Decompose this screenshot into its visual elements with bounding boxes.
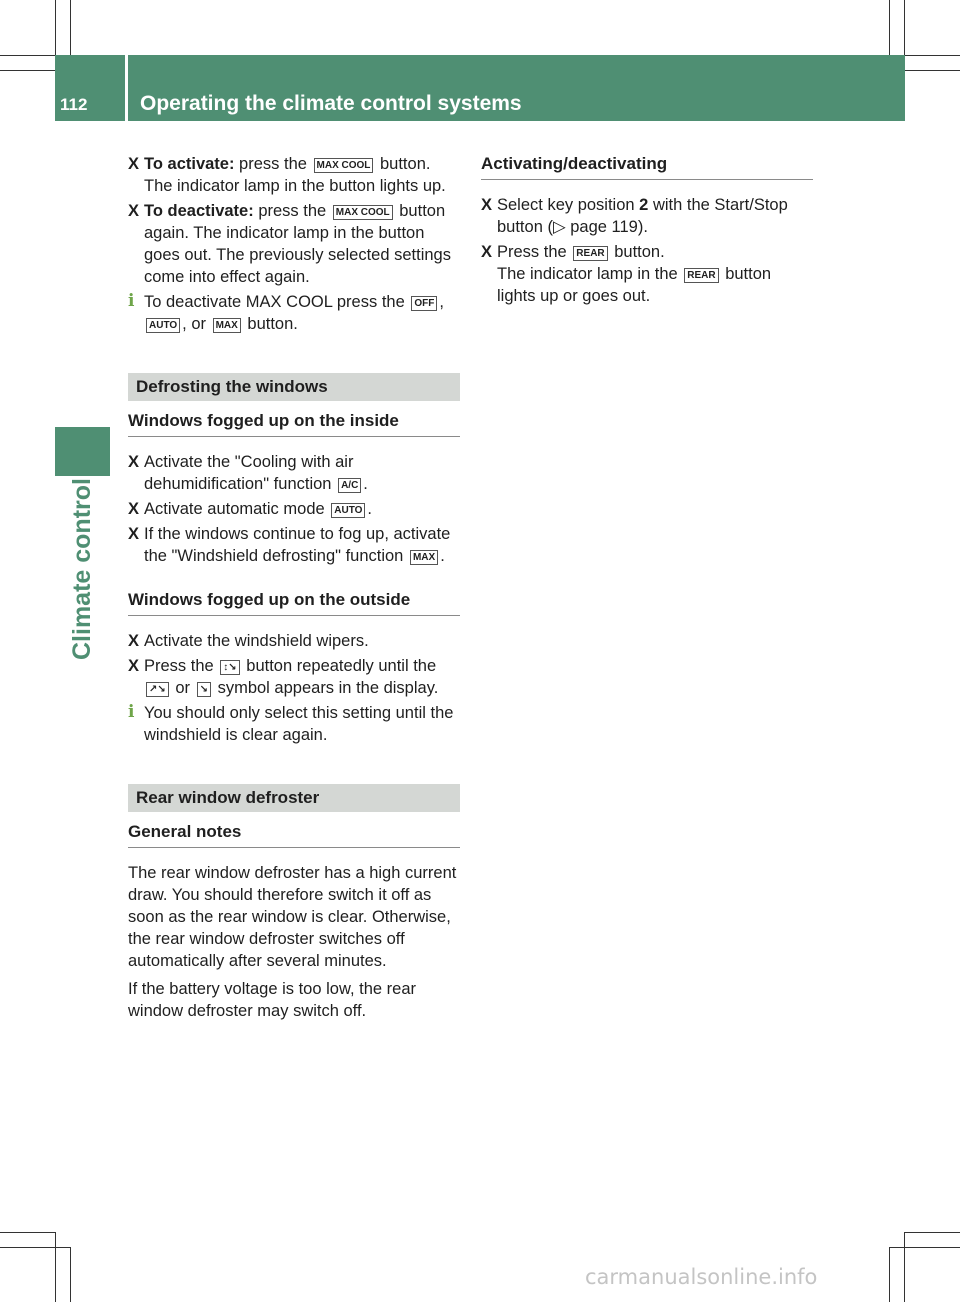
page-number: 112 (60, 95, 88, 114)
crop-mark (905, 55, 960, 56)
list-item: X Select key position 2 with the Start/Stop button (▷ page 119). (481, 196, 788, 236)
list-item: X Activate the "Cooling with air dehumidification" function A/C . (128, 453, 368, 493)
ac-icon: A/C (338, 478, 361, 493)
body-paragraph: The rear window defroster has a high current draw. You should therefore switch it off as soon as the rear window is clear. Otherwise, the rear window defroster switches off automatically after several minutes. (128, 864, 457, 970)
step-arrow-icon: X (128, 202, 140, 220)
crop-mark (905, 1232, 960, 1233)
info-note: i You should only select this setting until the windshield is clear again. (128, 702, 454, 744)
crop-mark (889, 1247, 960, 1248)
header-separator (125, 55, 128, 121)
page-reference[interactable]: page 119). (565, 218, 648, 236)
crop-mark (0, 1232, 55, 1233)
defrost-max-icon: MAX (410, 550, 438, 565)
crop-mark (0, 1247, 70, 1248)
step-arrow-icon: X (481, 196, 493, 214)
crop-mark (55, 0, 56, 55)
step-deactivate: X To deactivate: press the MAX COOL button again. The indicator lamp in the button goes out. The previously selected settings come into effect again. (128, 202, 451, 286)
step-activate: X To activate: press the MAX COOL button. The indicator lamp in the button lights up. (128, 155, 446, 195)
list-item: X Activate the windshield wipers. (128, 632, 369, 650)
crop-mark (905, 70, 960, 71)
crop-mark (70, 1247, 71, 1302)
side-tab-label: Climate control (68, 478, 96, 660)
max-cool-icon: MAX COOL (333, 205, 393, 220)
left-column (128, 153, 460, 1028)
page-title: Operating the climate control systems (140, 92, 522, 115)
section-title: Defrosting the windows (128, 373, 460, 401)
auto-icon: AUTO (146, 318, 180, 333)
info-icon: i (128, 291, 135, 311)
section-title: Rear window defroster (128, 784, 460, 812)
step-arrow-icon: X (128, 500, 140, 518)
rear-defrost-icon: REAR (684, 268, 718, 283)
air-distribution-icon: ↕↘ (220, 660, 239, 675)
subsection-heading: Activating/deactivating (481, 153, 813, 180)
crop-mark (55, 1232, 56, 1302)
step-lead: To deactivate: (144, 202, 254, 220)
list-item: X If the windows continue to fog up, activate the "Windshield defrosting" function MAX . (128, 525, 451, 565)
subsection-heading: Windows fogged up on the outside (128, 589, 460, 616)
list-item: X Press the ↕↘ button repeatedly until the ↗↘ or ↘ symbol appears in the display. (128, 657, 439, 697)
step-arrow-icon: X (128, 525, 140, 543)
crop-mark (0, 55, 55, 56)
subsection-heading: General notes (128, 821, 460, 848)
max-cool-icon: MAX COOL (314, 158, 374, 173)
windshield-icon: ↘ (197, 682, 211, 697)
crop-mark (0, 70, 55, 71)
step-arrow-icon: X (481, 243, 493, 261)
info-icon: i (128, 702, 135, 722)
auto-icon: AUTO (331, 503, 365, 518)
list-item: X Press the REAR button. The indicator lamp in the REAR button lights up or goes out. (481, 243, 772, 305)
right-column (481, 153, 813, 310)
windshield-footwell-icon: ↗↘ (146, 682, 169, 697)
body-paragraph: If the battery voltage is too low, the rear window defroster may switch off. (128, 980, 416, 1020)
page-reference-arrow-icon: ▷ (552, 218, 566, 236)
info-note: i To deactivate MAX COOL press the OFF , AUTO , or MAX button. (128, 291, 444, 333)
subsection-heading: Windows fogged up on the inside (128, 410, 460, 437)
off-icon: OFF (411, 296, 437, 311)
step-arrow-icon: X (128, 453, 140, 471)
crop-mark (904, 0, 905, 55)
list-item: X Activate automatic mode AUTO . (128, 500, 373, 518)
rear-defrost-icon: REAR (573, 246, 607, 261)
crop-mark (70, 0, 71, 55)
crop-mark (889, 0, 890, 55)
step-arrow-icon: X (128, 657, 140, 675)
step-lead: To activate: (144, 155, 235, 173)
side-tab-block (55, 427, 110, 476)
step-arrow-icon: X (128, 632, 140, 650)
watermark: carmanualsonline.info (585, 1265, 818, 1289)
step-arrow-icon: X (128, 155, 140, 173)
defrost-max-icon: MAX (213, 318, 241, 333)
